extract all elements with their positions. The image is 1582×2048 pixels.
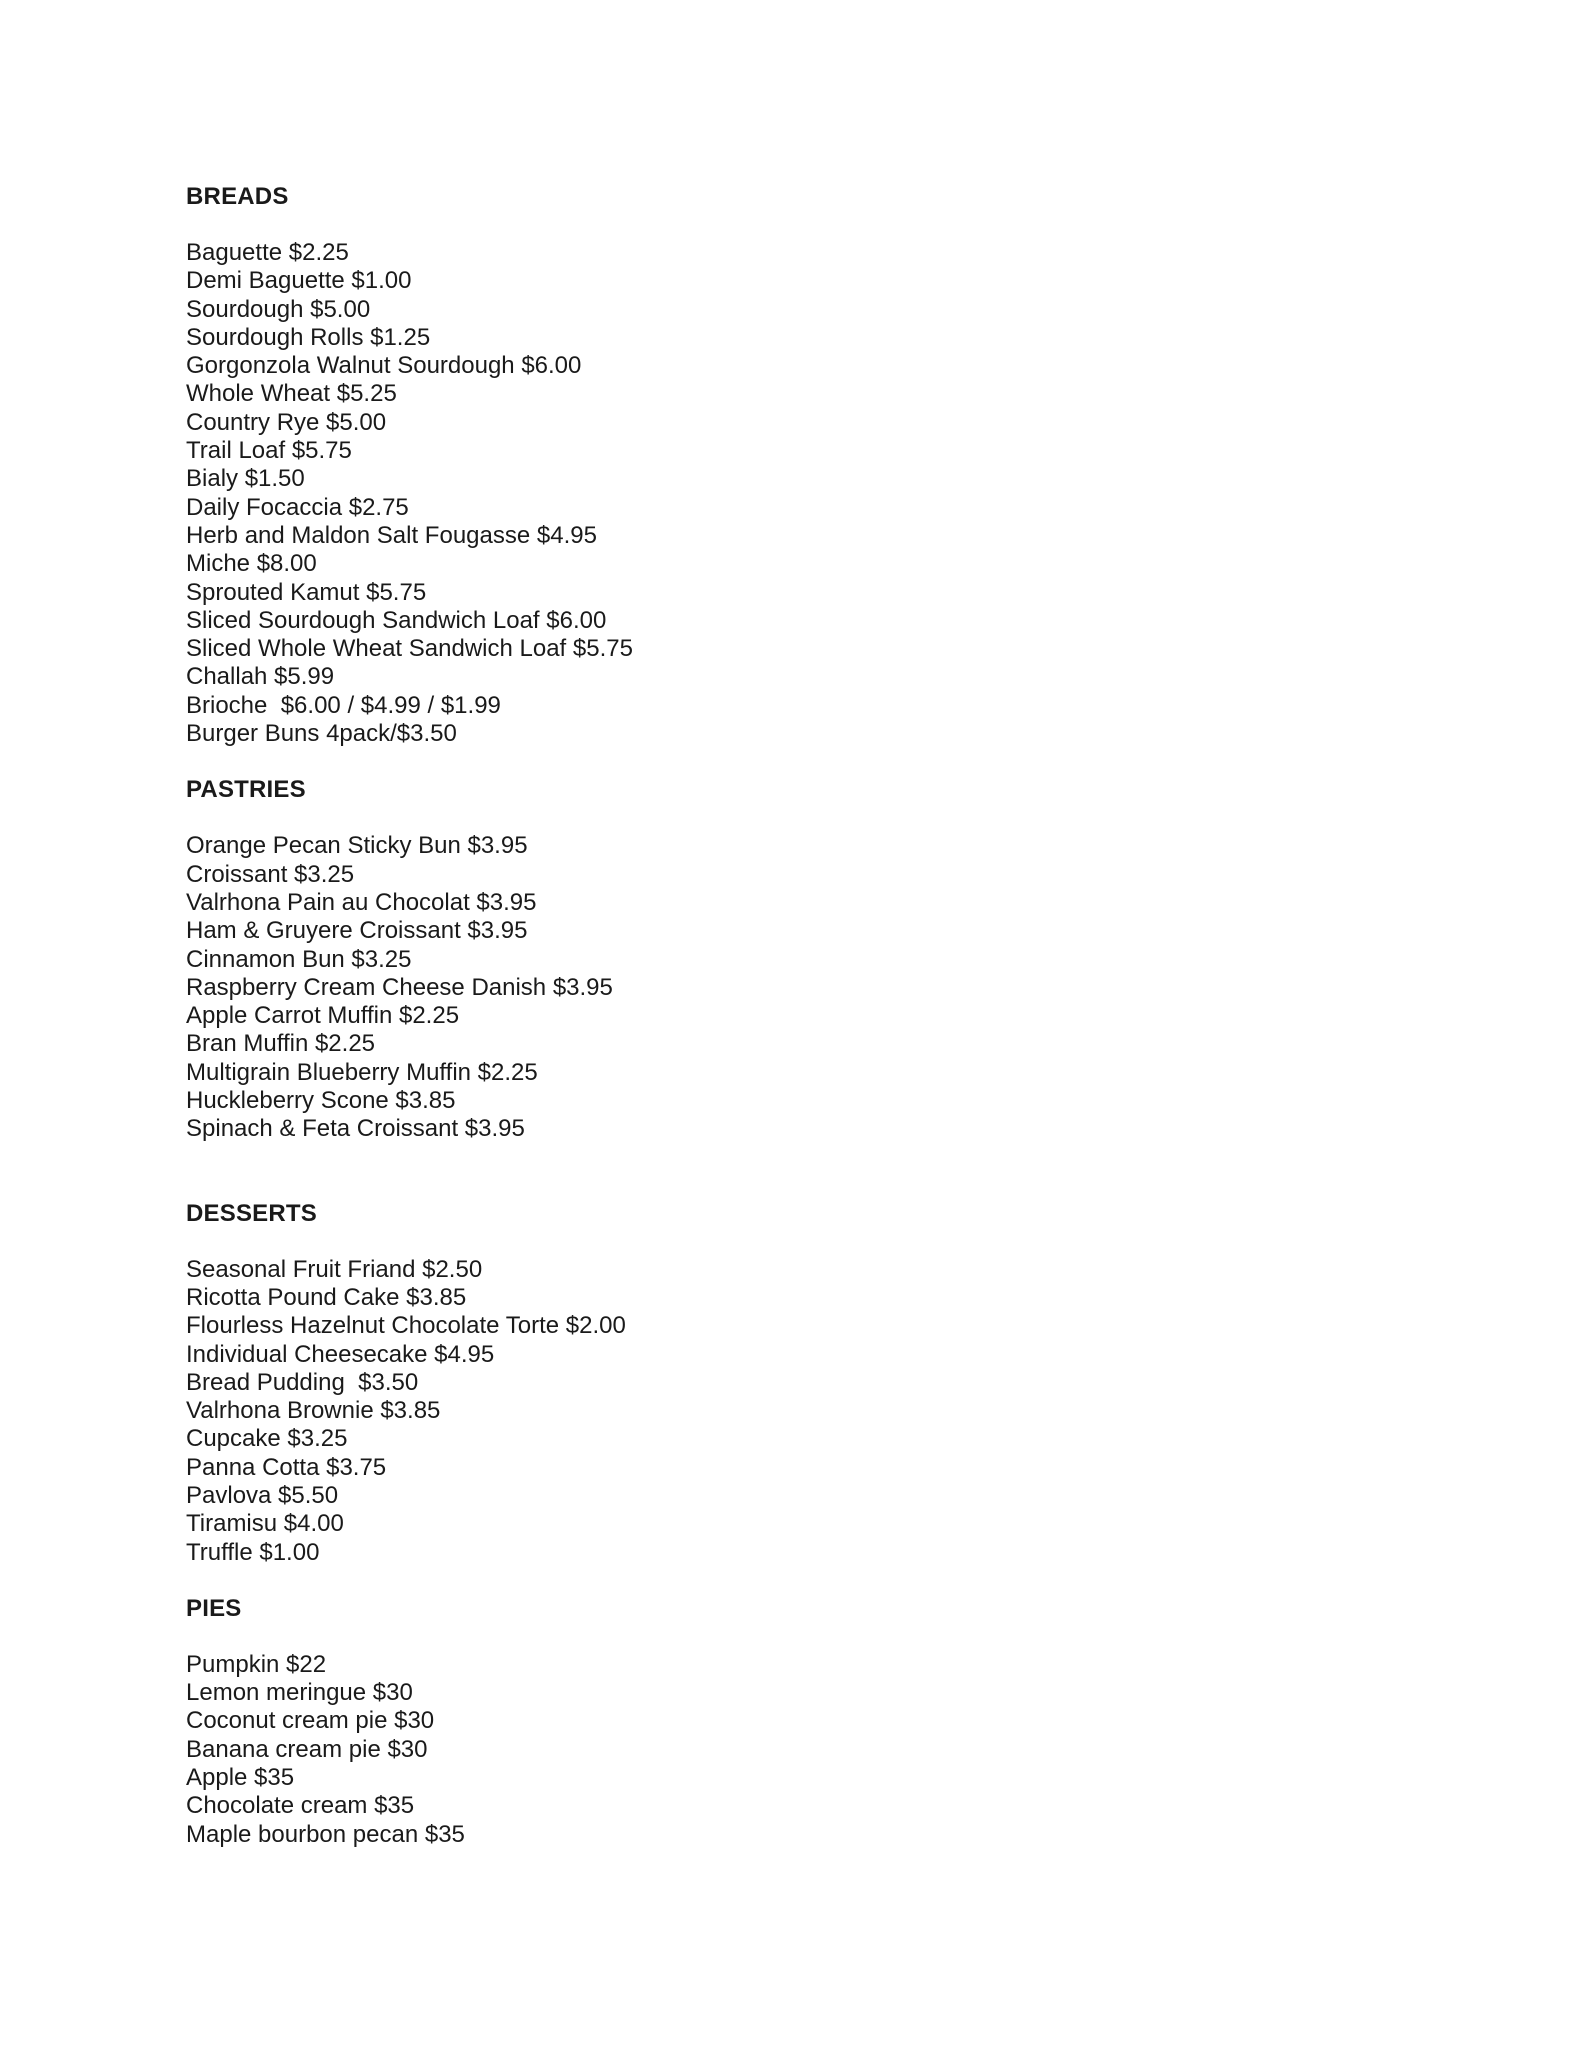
menu-item: Herb and Maldon Salt Fougasse $4.95 xyxy=(186,521,597,549)
menu-item: Burger Buns 4pack/$3.50 xyxy=(186,720,457,748)
menu-item: Maple bourbon pecan $35 xyxy=(186,1820,465,1848)
menu-item: Spinach & Feta Croissant $3.95 xyxy=(186,1115,525,1143)
menu-item: Banana cream pie $30 xyxy=(186,1735,428,1763)
menu-item: Sprouted Kamut $5.75 xyxy=(186,578,427,606)
menu-item: Individual Cheesecake $4.95 xyxy=(186,1340,495,1368)
item-list xyxy=(186,239,1286,748)
item-list xyxy=(186,1651,1286,1849)
menu-item: Bread Pudding $3.50 xyxy=(186,1368,419,1396)
menu-item: Croissant $3.25 xyxy=(186,860,355,888)
menu-item: Brioche $6.00 / $4.99 / $1.99 xyxy=(186,691,501,719)
menu-item: Lemon meringue $30 xyxy=(186,1679,413,1707)
menu-item: Cinnamon Bun $3.25 xyxy=(186,945,412,973)
menu-item: Orange Pecan Sticky Bun $3.95 xyxy=(186,832,528,860)
menu-item: Trail Loaf $5.75 xyxy=(186,437,352,465)
menu-item: Whole Wheat $5.25 xyxy=(186,380,397,408)
menu-item: Huckleberry Scone $3.85 xyxy=(186,1087,456,1115)
menu-item: Panna Cotta $3.75 xyxy=(186,1453,387,1481)
menu-item: Sliced Sourdough Sandwich Loaf $6.00 xyxy=(186,606,607,634)
menu-item: Coconut cream pie $30 xyxy=(186,1707,435,1735)
section-title: DESSERTS xyxy=(186,1199,317,1227)
section-title: PIES xyxy=(186,1594,242,1622)
menu-item: Tiramisu $4.00 xyxy=(186,1510,344,1538)
section-pastries xyxy=(186,776,1286,1143)
menu-item: Pavlova $5.50 xyxy=(186,1481,339,1509)
section-title: PASTRIES xyxy=(186,776,306,804)
menu-item: Ricotta Pound Cake $3.85 xyxy=(186,1283,467,1311)
menu-item: Apple Carrot Muffin $2.25 xyxy=(186,1002,460,1030)
section-pies xyxy=(186,1595,1286,1849)
menu-item: Gorgonzola Walnut Sourdough $6.00 xyxy=(186,352,582,380)
menu-item: Apple $35 xyxy=(186,1764,295,1792)
menu-item: Sourdough Rolls $1.25 xyxy=(186,323,431,351)
menu-item: Challah $5.99 xyxy=(186,663,335,691)
menu-item: Country Rye $5.00 xyxy=(186,408,387,436)
menu-item: Sliced Whole Wheat Sandwich Loaf $5.75 xyxy=(186,635,633,663)
menu-item: Multigrain Blueberry Muffin $2.25 xyxy=(186,1058,538,1086)
item-list xyxy=(186,832,1286,1143)
section-desserts xyxy=(186,1200,1286,1567)
menu-item: Sourdough $5.00 xyxy=(186,295,371,323)
menu-item: Cupcake $3.25 xyxy=(186,1425,348,1453)
item-list xyxy=(186,1256,1286,1567)
menu-item: Ham & Gruyere Croissant $3.95 xyxy=(186,917,528,945)
menu-item: Bran Muffin $2.25 xyxy=(186,1030,376,1058)
menu-item: Pumpkin $22 xyxy=(186,1650,327,1678)
section-title: BREADS xyxy=(186,183,289,210)
menu-document xyxy=(186,183,1286,1849)
menu-item: Raspberry Cream Cheese Danish $3.95 xyxy=(186,973,613,1001)
menu-item: Miche $8.00 xyxy=(186,550,317,578)
menu-item: Demi Baguette $1.00 xyxy=(186,267,412,295)
section-breads xyxy=(186,183,1286,748)
menu-item: Chocolate cream $35 xyxy=(186,1792,415,1820)
menu-item: Flourless Hazelnut Chocolate Torte $2.00 xyxy=(186,1312,626,1340)
menu-item: Baguette $2.25 xyxy=(186,239,349,266)
menu-item: Truffle $1.00 xyxy=(186,1538,320,1566)
menu-item: Bialy $1.50 xyxy=(186,465,305,493)
menu-item: Valrhona Brownie $3.85 xyxy=(186,1397,441,1425)
menu-item: Valrhona Pain au Chocolat $3.95 xyxy=(186,888,537,916)
menu-item: Seasonal Fruit Friand $2.50 xyxy=(186,1255,483,1283)
menu-item: Daily Focaccia $2.75 xyxy=(186,493,409,521)
